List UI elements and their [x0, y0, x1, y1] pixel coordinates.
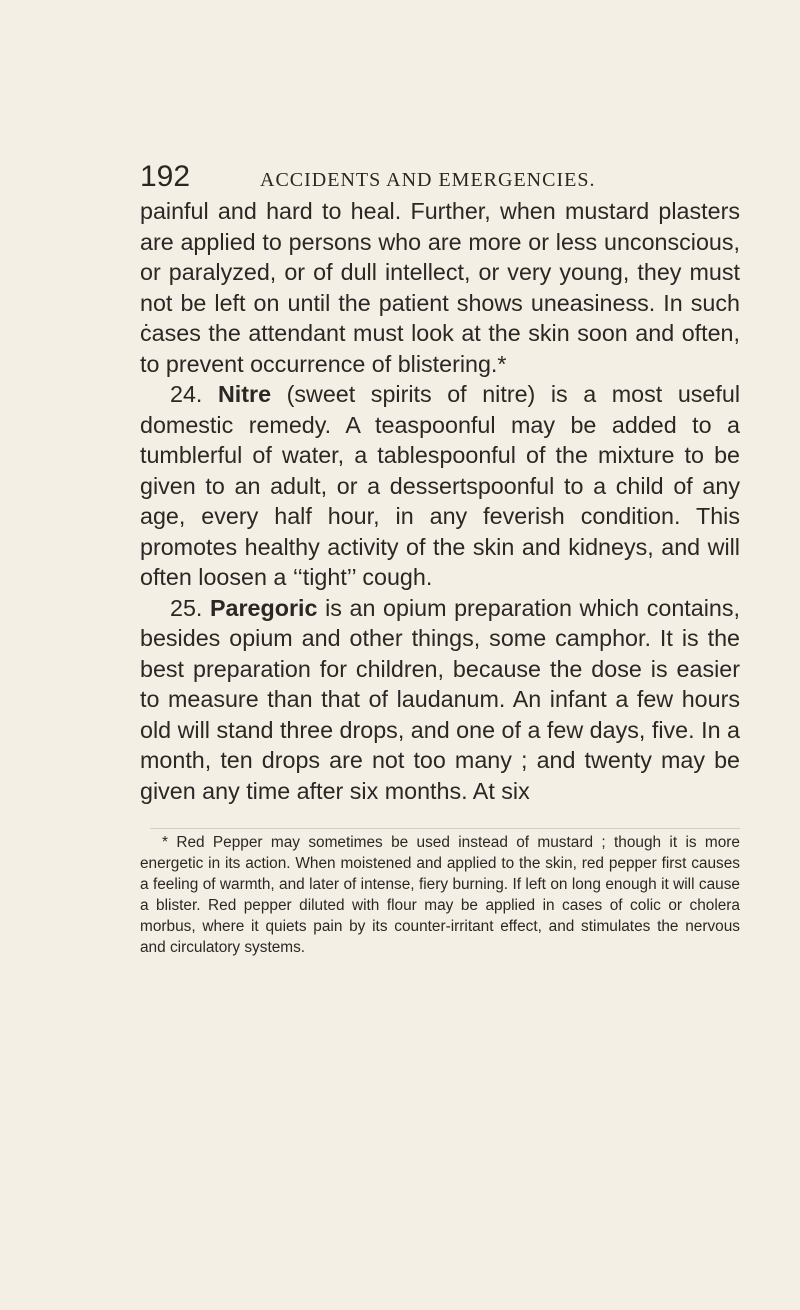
entry-text: (sweet spirits of nitre) is a most useful domestic remedy. A teaspoonful may be added to a tumblerful of water, a tablespoonful of the mixture to be given to an adult, or a dessertspoonful to a child of any age, every half hour, in any feverish condition. This promotes healthy activity of the skin and kidneys, and will often loosen a ‘‘tight’’ cough. [140, 381, 740, 590]
entry-text: is an opium preparation which contains, besides opium and other things, some camphor. It is the best preparation for children, because the dose is easier to measure than that of laudanum. An infant a few hours old will stand three drops, and one of a few days, five. In a month, ten drops are not too many ; and twenty may be given any time after six months. At six [140, 594, 740, 804]
entry-term: Nitre [217, 381, 272, 407]
entry-paragraph-paregoric [140, 593, 740, 807]
entry-paragraph-nitre [140, 379, 740, 593]
continuation-paragraph: painful and hard to heal. Further, when mustard plasters are applied to persons who are more or less unconscious, or paralyzed, or of dull intellect, or very young, they must not be left on until the patient shows uneasiness. In such ċases the attendant must look at the skin soon and often, to prevent occurrence of blistering.* [140, 198, 740, 377]
entry-number: 25. [170, 594, 203, 621]
running-head [140, 160, 780, 196]
footnote-text: * Red Pepper may sometimes be used instead of mustard ; though it is more energetic in its action. When moistened and applied to the skin, red pepper first causes a feeling of warmth, and later of intense, fiery burning. If left on long enough it will cause a blister. Red pepper diluted with flour may be applied in cases of colic or cholera morbus, where it quiets pain by its counter-irritant effect, and stimulates the nervous and circulatory systems. [140, 834, 740, 956]
entry-number: 24. [170, 381, 203, 407]
body-text [140, 196, 740, 806]
footnote [140, 832, 740, 958]
footnote-rule [150, 828, 740, 829]
running-title: ACCIDENTS AND EMERGENCIES. [260, 169, 596, 191]
entry-term: Paregoric [210, 594, 318, 621]
page-number: 192 [140, 160, 191, 193]
